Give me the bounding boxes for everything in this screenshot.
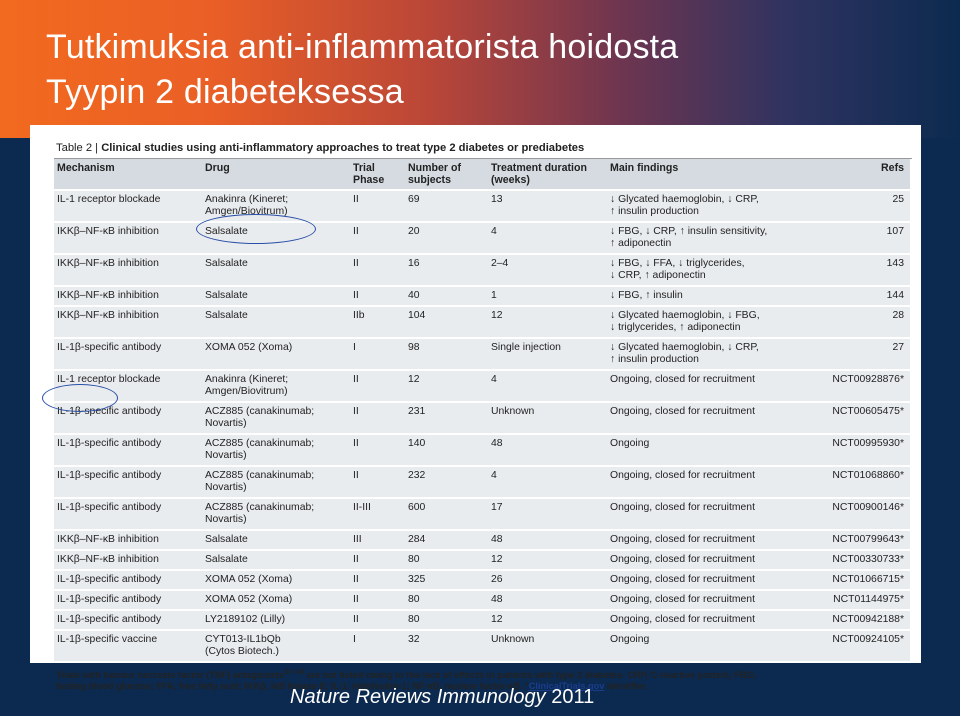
cell-refs-text: 143 [886,258,904,269]
cell-drug-text: Salsalate [205,554,248,565]
cell-refs-text: NCT01066715* [832,574,904,585]
table-row [54,466,910,498]
cell-duration [488,570,607,590]
cell-refs [811,286,910,306]
cell-subjects-text: 80 [408,614,420,625]
cell-phase [350,306,405,338]
cell-phase-text: II [353,226,359,237]
cell-phase [350,286,405,306]
table-row [54,550,910,570]
cell-duration [488,286,607,306]
cell-findings [607,402,811,434]
cell-findings-text: Ongoing, closed for recruitment [610,594,755,605]
cell-findings-text: ↑ insulin production [610,206,699,217]
cell-phase-text: IIb [353,310,365,321]
cell-drug [202,550,350,570]
cell-findings [607,590,811,610]
cell-phase-text: I [353,634,356,645]
salsalate-highlight-oval [196,214,316,244]
table-caption [54,138,912,159]
cell-drug-text: XOMA 052 (Xoma) [205,594,293,605]
col-header-mechanism: Mechanism [54,159,202,190]
table-row [54,370,910,402]
cell-mechanism [54,570,202,590]
cell-findings-text: ↑ adiponectin [610,238,672,249]
cell-drug [202,590,350,610]
cell-drug-text: Salsalate [205,534,248,545]
table-panel [30,125,921,692]
cell-phase [350,338,405,370]
col-header-refs: Refs [811,159,910,190]
table-figure [54,138,912,696]
cell-findings [607,286,811,306]
cell-findings [607,254,811,286]
cell-phase [350,610,405,630]
cell-refs [811,610,910,630]
cell-mechanism-text: IL-1β-specific antibody [57,574,162,585]
cell-duration [488,498,607,530]
cell-subjects [405,338,488,370]
cell-subjects [405,590,488,610]
cell-findings-text: Ongoing, closed for recruitment [610,614,755,625]
cell-findings-text: ↑ insulin production [610,354,699,365]
cell-mechanism-text: IKKβ–NF-κB inhibition [57,226,159,237]
cell-drug [202,530,350,550]
cell-duration [488,590,607,610]
cell-duration-text: 13 [491,194,503,205]
cell-drug-text: ACZ885 (canakinumab; [205,406,315,417]
cell-mechanism-text: IL-1β-specific antibody [57,438,162,449]
cell-mechanism [54,610,202,630]
cell-mechanism-text: IL-1β-specific antibody [57,406,162,417]
cell-mechanism [54,498,202,530]
cell-duration [488,530,607,550]
cell-findings [607,370,811,402]
cell-findings-text: Ongoing, closed for recruitment [610,406,755,417]
cell-mechanism [54,590,202,610]
cell-duration [488,466,607,498]
cell-subjects-text: 284 [408,534,426,545]
cell-findings-text: ↓ FBG, ↓ FFA, ↓ triglycerides, [610,258,745,269]
cell-phase [350,630,405,662]
cell-duration-text: 12 [491,554,503,565]
cell-duration [488,306,607,338]
cell-findings-text: Ongoing [610,438,650,449]
cell-subjects [405,570,488,590]
cell-duration-text: 26 [491,574,503,585]
cell-drug-text: CYT013-IL1bQb [205,634,281,645]
cell-subjects [405,190,488,222]
cell-drug [202,570,350,590]
cell-refs [811,434,910,466]
cell-mechanism [54,190,202,222]
cell-subjects-text: 232 [408,470,426,481]
cell-subjects-text: 231 [408,406,426,417]
cell-phase-text: I [353,342,356,353]
cell-duration-text: Unknown [491,406,535,417]
cell-findings-text: Ongoing, closed for recruitment [610,554,755,565]
cell-phase-text: II [353,374,359,385]
cell-drug [202,434,350,466]
cell-refs-text: NCT00900146* [832,502,904,513]
cell-duration [488,402,607,434]
cell-subjects-text: 104 [408,310,426,321]
col-header-drug: Drug [202,159,350,190]
cell-subjects-text: 600 [408,502,426,513]
slide-title-line2: Tyypin 2 diabeteksessa [46,73,404,111]
cell-drug-text: Salsalate [205,226,248,237]
cell-subjects [405,550,488,570]
clinical-studies-table [54,159,910,663]
cell-subjects [405,286,488,306]
cell-drug-text: LY2189102 (Lilly) [205,614,286,625]
slide-title-line1: Tutkimuksia anti-inflammatorista hoidosta [46,28,679,66]
cell-drug [202,610,350,630]
table-row [54,630,910,662]
cell-subjects [405,222,488,254]
publication-year: 2011 [551,686,595,708]
cell-phase-text: III [353,534,362,545]
table-body [54,190,910,662]
cell-duration-text: 2–4 [491,258,509,269]
cell-subjects [405,254,488,286]
cell-mechanism [54,530,202,550]
cell-refs-text: 144 [886,290,904,301]
cell-refs [811,530,910,550]
cell-findings [607,434,811,466]
cell-drug-text: ACZ885 (canakinumab; [205,470,315,481]
cell-refs [811,570,910,590]
source-citation [290,686,594,709]
cell-drug [202,254,350,286]
cell-mechanism [54,466,202,498]
cell-phase-text: II [353,438,359,449]
table-row [54,402,910,434]
cell-mechanism-text: IL-1β-specific antibody [57,594,162,605]
cell-drug-text: XOMA 052 (Xoma) [205,342,293,353]
cell-refs-text: 27 [892,342,904,353]
col-header-main-findings: Main findings [607,159,811,190]
cell-findings-text: ↓ Glycated haemoglobin, ↓ FBG, [610,310,760,321]
cell-phase [350,590,405,610]
journal-name: Nature Reviews Immunology [290,686,546,708]
cell-mechanism-text: IKKβ–NF-κB inhibition [57,258,159,269]
cell-subjects [405,610,488,630]
table-number: Table 2 | [56,142,99,154]
cell-drug-text: Anakinra (Kineret; [205,374,289,385]
cell-drug [202,306,350,338]
cell-drug-text: Novartis) [205,418,247,429]
cell-drug [202,466,350,498]
cell-drug-text: Novartis) [205,482,247,493]
footnote-superscript: 31–40 [284,669,304,676]
table-row [54,338,910,370]
col-header-trial-phase: Trial Phase [350,159,405,190]
cell-findings [607,550,811,570]
cell-drug [202,370,350,402]
cell-findings [607,630,811,662]
cell-refs [811,550,910,570]
cell-subjects-text: 12 [408,374,420,385]
cell-duration-text: 1 [491,290,497,301]
cell-duration-text: 48 [491,594,503,605]
footnote-text-4: identifier. [604,681,648,692]
cell-refs [811,190,910,222]
cell-phase-text: II [353,574,359,585]
cell-subjects-text: 80 [408,594,420,605]
table-header-row [54,159,910,190]
cell-mechanism-text: IL-1β-specific antibody [57,342,162,353]
cell-subjects [405,434,488,466]
col-header-duration: Treatment duration (weeks) [488,159,607,190]
cell-findings [607,338,811,370]
cell-mechanism-text: IKKβ–NF-κB inhibition [57,534,159,545]
cell-phase [350,466,405,498]
cell-refs-text: NCT00995930* [832,438,904,449]
cell-refs-text: NCT01144975* [833,594,904,605]
cell-refs [811,338,910,370]
cell-findings-text: ↓ Glycated haemoglobin, ↓ CRP, [610,194,759,205]
cell-findings-text: Ongoing, closed for recruitment [610,502,755,513]
cell-drug-text: Salsalate [205,310,248,321]
cell-refs-text: 107 [886,226,904,237]
cell-mechanism-text: IKKβ–NF-κB inhibition [57,310,159,321]
cell-findings-text: ↓ Glycated haemoglobin, ↓ CRP, [610,342,759,353]
cell-refs-text: NCT00942188* [832,614,904,625]
cell-subjects [405,370,488,402]
cell-findings-text: Ongoing, closed for recruitment [610,534,755,545]
cell-refs-text: 25 [892,194,904,205]
cell-duration-text: 12 [491,614,503,625]
cell-drug-text: Novartis) [205,514,247,525]
cell-mechanism-text: IKKβ–NF-κB inhibition [57,554,159,565]
cell-findings-text: Ongoing, closed for recruitment [610,470,755,481]
cell-refs-text: 28 [892,310,904,321]
cell-drug-text: (Cytos Biotech.) [205,646,279,657]
footnote-text-3: fasting blood glucose; FFA, free fatty acid; IKKβ, IκB kinase-β; IL-1, interleukin-1; NF-κB, nuclear factor-κB. * [56,681,529,692]
cell-drug-text: Salsalate [205,290,248,301]
cell-duration-text: 4 [491,470,497,481]
il1b-highlight-oval [42,384,118,412]
cell-mechanism [54,434,202,466]
table-row [54,498,910,530]
cell-refs [811,222,910,254]
cell-findings [607,306,811,338]
title-banner [0,0,960,138]
cell-duration [488,434,607,466]
cell-drug-text: Amgen/Biovitrum) [205,386,288,397]
cell-drug-text: ACZ885 (canakinumab; [205,438,315,449]
cell-phase [350,370,405,402]
cell-refs [811,402,910,434]
cell-phase [350,570,405,590]
cell-subjects-text: 32 [408,634,420,645]
table-row [54,254,910,286]
cell-refs [811,466,910,498]
cell-phase-text: II [353,290,359,301]
cell-findings [607,530,811,550]
cell-duration [488,190,607,222]
cell-phase-text: II [353,554,359,565]
cell-duration [488,338,607,370]
table-row [54,570,910,590]
cell-findings-text: Ongoing, closed for recruitment [610,574,755,585]
cell-subjects-text: 16 [408,258,420,269]
cell-subjects-text: 80 [408,554,420,565]
cell-phase-text: II [353,594,359,605]
cell-mechanism [54,286,202,306]
cell-duration [488,610,607,630]
cell-subjects [405,530,488,550]
cell-subjects-text: 40 [408,290,420,301]
cell-mechanism [54,338,202,370]
cell-mechanism-text: IL-1 receptor blockade [57,374,161,385]
cell-refs-text: NCT00330733* [832,554,904,565]
cell-findings-text: ↓ FBG, ↑ insulin [610,290,683,301]
cell-findings-text: ↓ FBG, ↓ CRP, ↑ insulin sensitivity, [610,226,768,237]
cell-refs [811,590,910,610]
cell-findings [607,498,811,530]
cell-refs-text: NCT00799643* [832,534,904,545]
cell-duration-text: 12 [491,310,503,321]
footnote-text-2: are not listed owing to the lack of effects in patients with type 2 diabetes. CRP, C-reactive protein; FBG, [303,670,757,681]
cell-drug-text: Anakinra (Kineret; [205,194,289,205]
cell-findings [607,466,811,498]
table-row [54,590,910,610]
cell-phase-text: II [353,470,359,481]
footnote-text-1: Trials with tumour necrosis factor (TNF) antagonists [56,670,285,681]
cell-mechanism-text: IL-1β-specific antibody [57,614,162,625]
cell-subjects [405,630,488,662]
cell-findings-text: ↓ CRP, ↑ adiponectin [610,270,706,281]
cell-phase [350,402,405,434]
cell-drug-text: Novartis) [205,450,247,461]
cell-phase [350,550,405,570]
cell-duration [488,370,607,402]
cell-refs [811,254,910,286]
cell-drug [202,402,350,434]
clinicaltrials-link[interactable]: ClinicalTrials.gov [528,681,605,692]
cell-mechanism-text: IL-1β-specific antibody [57,502,162,513]
cell-mechanism [54,630,202,662]
table-row [54,530,910,550]
cell-duration-text: 4 [491,374,497,385]
cell-mechanism [54,254,202,286]
cell-duration [488,630,607,662]
cell-subjects [405,498,488,530]
cell-duration [488,254,607,286]
cell-mechanism [54,306,202,338]
cell-duration [488,550,607,570]
cell-refs-text: NCT00605475* [832,406,904,417]
cell-duration-text: Single injection [491,342,561,353]
cell-phase [350,434,405,466]
table-row [54,434,910,466]
cell-duration [488,222,607,254]
cell-subjects-text: 20 [408,226,420,237]
cell-refs-text: NCT00928876* [832,374,904,385]
cell-findings [607,610,811,630]
cell-duration-text: 48 [491,534,503,545]
cell-drug-text: ACZ885 (canakinumab; [205,502,315,513]
cell-findings [607,190,811,222]
cell-drug [202,286,350,306]
cell-subjects-text: 69 [408,194,420,205]
cell-refs [811,498,910,530]
cell-duration-text: 4 [491,226,497,237]
cell-findings [607,570,811,590]
cell-findings-text: Ongoing, closed for recruitment [610,374,755,385]
cell-drug-text: Salsalate [205,258,248,269]
cell-mechanism-text: IL-1β-specific antibody [57,470,162,481]
cell-drug [202,338,350,370]
table-row [54,286,910,306]
cell-phase [350,190,405,222]
cell-phase-text: II [353,258,359,269]
cell-phase [350,254,405,286]
cell-mechanism [54,222,202,254]
cell-mechanism-text: IKKβ–NF-κB inhibition [57,290,159,301]
cell-phase-text: II [353,614,359,625]
cell-phase [350,498,405,530]
cell-phase-text: II-III [353,502,371,513]
cell-mechanism-text: IL-1 receptor blockade [57,194,161,205]
cell-subjects-text: 325 [408,574,426,585]
cell-refs-text: NCT01068860* [832,470,904,481]
cell-mechanism [54,550,202,570]
cell-drug [202,630,350,662]
cell-phase-text: II [353,406,359,417]
cell-phase [350,530,405,550]
table-row [54,610,910,630]
cell-subjects [405,402,488,434]
table-row [54,190,910,222]
cell-duration-text: Unknown [491,634,535,645]
cell-drug-text: Amgen/Biovitrum) [205,206,288,217]
cell-mechanism-text: IL-1β-specific vaccine [57,634,158,645]
cell-subjects [405,466,488,498]
cell-refs [811,630,910,662]
cell-findings-text: ↓ triglycerides, ↑ adiponectin [610,322,741,333]
cell-subjects-text: 140 [408,438,426,449]
cell-findings-text: Ongoing [610,634,650,645]
cell-duration-text: 48 [491,438,503,449]
cell-drug-text: XOMA 052 (Xoma) [205,574,293,585]
cell-refs-text: NCT00924105* [832,634,904,645]
cell-duration-text: 17 [491,502,503,513]
cell-refs [811,306,910,338]
cell-findings [607,222,811,254]
col-header-subjects: Number of subjects [405,159,488,190]
cell-refs [811,370,910,402]
table-row [54,306,910,338]
cell-drug [202,498,350,530]
cell-subjects [405,306,488,338]
table-row [54,222,910,254]
cell-phase-text: II [353,194,359,205]
cell-phase [350,222,405,254]
cell-subjects-text: 98 [408,342,420,353]
table-title: Clinical studies using anti-inflammatory approaches to treat type 2 diabetes or prediabetes [101,142,585,154]
